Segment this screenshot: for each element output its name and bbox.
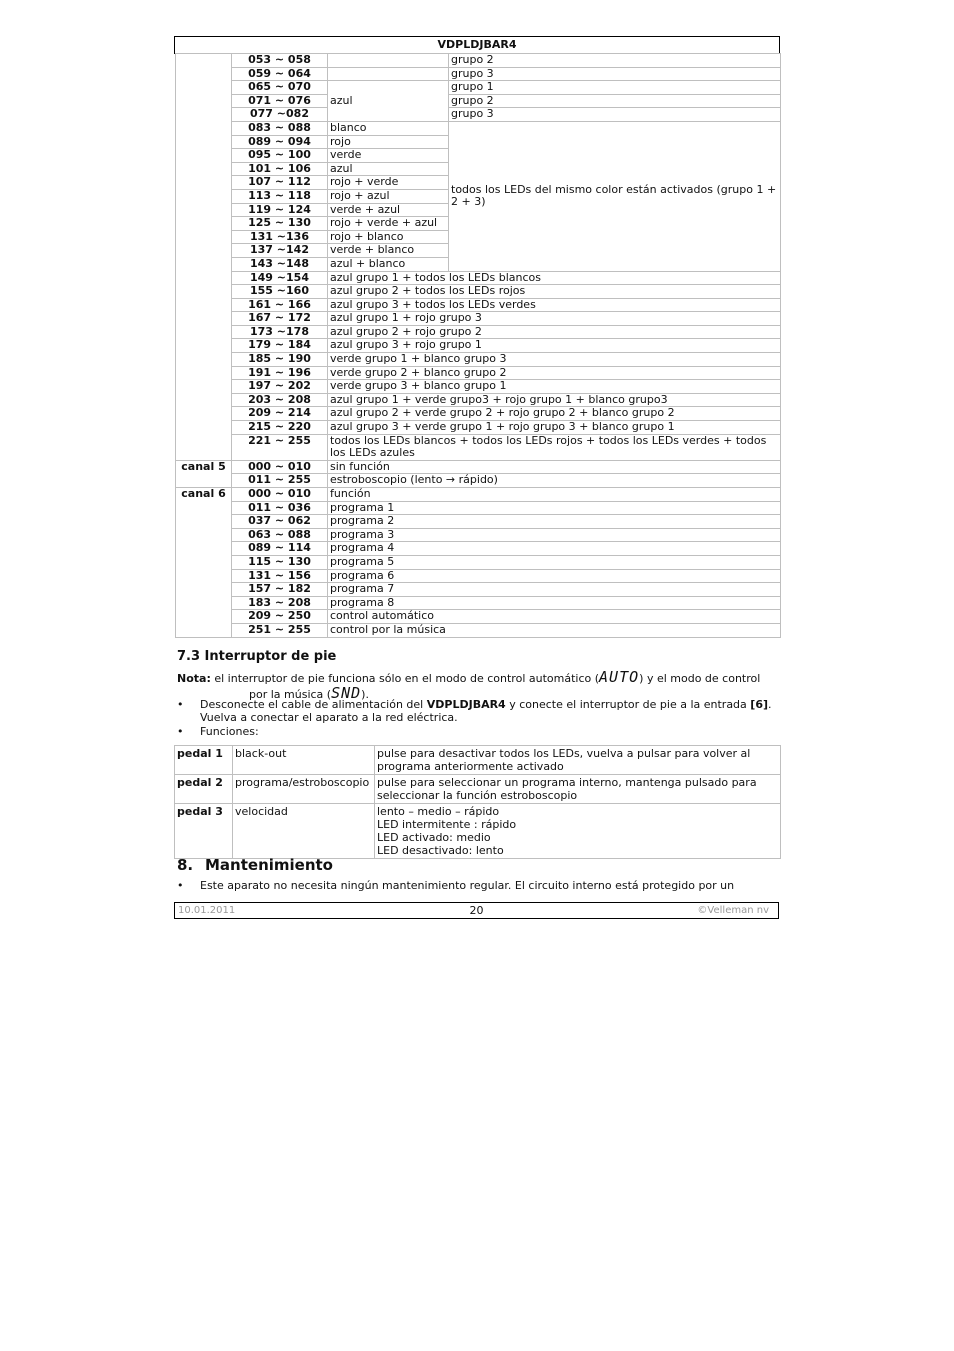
range-cell: 209 ~ 214 [232, 407, 328, 421]
table-row [176, 555, 781, 569]
range-cell: 157 ~ 182 [232, 583, 328, 597]
channel-label-empty [176, 54, 232, 461]
table-row [176, 460, 781, 474]
table-row [175, 775, 781, 804]
table-row [176, 325, 781, 339]
group-cell: grupo 2 [449, 54, 781, 68]
range-cell: 037 ~ 062 [232, 515, 328, 529]
bullet-icon: • [177, 879, 184, 892]
table-row [176, 366, 781, 380]
description-cell: verde grupo 1 + blanco grupo 3 [328, 353, 781, 367]
range-cell: 119 ~ 124 [232, 203, 328, 217]
footer-company: ©Velleman nv [697, 905, 769, 916]
range-cell: 251 ~ 255 [232, 623, 328, 637]
range-cell: 089 ~ 094 [232, 135, 328, 149]
table-row [176, 583, 781, 597]
page-footer [174, 902, 779, 919]
range-cell: 161 ~ 166 [232, 298, 328, 312]
page-number: 20 [469, 904, 484, 917]
range-cell: 143 ~148 [232, 257, 328, 271]
function-cell: rojo + blanco [328, 230, 449, 244]
table-row [176, 596, 781, 610]
description-cell: azul grupo 3 + todos los LEDs verdes [328, 298, 781, 312]
description-cell: verde grupo 2 + blanco grupo 2 [328, 366, 781, 380]
table-row [176, 353, 781, 367]
range-cell: 083 ~ 088 [232, 121, 328, 135]
description-cell: programa 8 [328, 596, 781, 610]
note-text-3: por la música ( [249, 688, 332, 701]
function-cell: rojo + verde [328, 176, 449, 190]
range-cell: 191 ~ 196 [232, 366, 328, 380]
table-row [176, 515, 781, 529]
range-cell: 203 ~ 208 [232, 393, 328, 407]
description-cell: todos los LEDs blancos + todos los LEDs rojos + todos los LEDs verdes + todos los LEDs azules [328, 434, 781, 460]
range-cell: 209 ~ 250 [232, 610, 328, 624]
section-title-text: Mantenimiento [205, 856, 333, 874]
group-cell: grupo 3 [449, 108, 781, 122]
range-cell: 167 ~ 172 [232, 312, 328, 326]
function-cell: azul [328, 81, 449, 122]
range-cell: 125 ~ 130 [232, 217, 328, 231]
bullet-icon: • [177, 725, 184, 738]
table-row [176, 542, 781, 556]
function-cell [328, 67, 449, 81]
function-cell: verde + blanco [328, 244, 449, 258]
range-cell: 107 ~ 112 [232, 176, 328, 190]
instruction-text: . Vuelva a conectar el aparato a la red eléctrica. [200, 698, 772, 724]
table-row [176, 407, 781, 421]
description-cell: azul grupo 2 + todos los LEDs rojos [328, 285, 781, 299]
description-cell: función [328, 488, 781, 502]
range-cell: 131 ~ 156 [232, 569, 328, 583]
description-cell: verde grupo 3 + blanco grupo 1 [328, 380, 781, 394]
range-cell: 137 ~142 [232, 244, 328, 258]
bullet-icon: • [177, 698, 184, 711]
range-cell: 155 ~160 [232, 285, 328, 299]
table-row [176, 380, 781, 394]
description-cell: azul grupo 2 + rojo grupo 2 [328, 325, 781, 339]
description-cell: azul grupo 3 + verde grupo 1 + rojo grupo 3 + blanco grupo 1 [328, 421, 781, 435]
description-cell: sin función [328, 460, 781, 474]
table-row [175, 804, 781, 859]
table-row [176, 528, 781, 542]
channel-label: canal 5 [176, 460, 232, 487]
table-row [176, 81, 781, 95]
description-cell: azul grupo 1 + verde grupo3 + rojo grupo 1 + blanco grupo3 [328, 393, 781, 407]
range-cell: 071 ~ 076 [232, 94, 328, 108]
function-cell: azul [328, 162, 449, 176]
range-cell: 179 ~ 184 [232, 339, 328, 353]
table-row [176, 298, 781, 312]
speed-line: LED desactivado: lento [377, 844, 504, 857]
instruction-text: Desconecte el cable de alimentación del [200, 698, 424, 711]
input-ref: [6] [750, 698, 769, 711]
range-cell: 101 ~ 106 [232, 162, 328, 176]
table-row [176, 67, 781, 81]
table-row [176, 108, 781, 122]
pedal-function: black-out [233, 746, 375, 775]
table-row [176, 94, 781, 108]
range-cell: 065 ~ 070 [232, 81, 328, 95]
pedal-name: pedal 2 [175, 775, 233, 804]
list-item [177, 725, 779, 738]
all-groups-cell: todos los LEDs del mismo color están activados (grupo 1 + 2 + 3) [449, 121, 781, 271]
function-cell [328, 54, 449, 68]
pedal-description [375, 804, 781, 859]
table-row [176, 312, 781, 326]
table-row [176, 54, 781, 68]
table-row [176, 121, 781, 135]
footer-date: 10.01.2011 [178, 905, 236, 916]
maintenance-text: Este aparato no necesita ningún mantenimiento regular. El circuito interno está protegido por un [200, 879, 735, 892]
auto-display-icon: AUTO [599, 668, 640, 686]
list-item [177, 698, 779, 724]
description-cell: programa 1 [328, 501, 781, 515]
description-cell: azul grupo 2 + verde grupo 2 + rojo grupo 2 + blanco grupo 2 [328, 407, 781, 421]
group-cell: grupo 3 [449, 67, 781, 81]
section-number: 8. [177, 856, 194, 874]
description-cell: azul grupo 1 + rojo grupo 3 [328, 312, 781, 326]
range-cell: 000 ~ 010 [232, 488, 328, 502]
section-title-foot-switch: 7.3 Interruptor de pie [177, 649, 337, 664]
table-row [176, 421, 781, 435]
range-cell: 011 ~ 036 [232, 501, 328, 515]
range-cell: 183 ~ 208 [232, 596, 328, 610]
range-cell: 131 ~136 [232, 230, 328, 244]
description-cell: programa 5 [328, 555, 781, 569]
pedal-name: pedal 3 [175, 804, 233, 859]
table-row [176, 339, 781, 353]
section-title-maintenance [177, 856, 333, 874]
function-cell: rojo [328, 135, 449, 149]
pedal-function: programa/estroboscopio [233, 775, 375, 804]
range-cell: 215 ~ 220 [232, 421, 328, 435]
group-cell: grupo 2 [449, 94, 781, 108]
function-cell: verde + azul [328, 203, 449, 217]
function-cell: rojo + verde + azul [328, 217, 449, 231]
description-cell: programa 2 [328, 515, 781, 529]
description-cell: control por la música [328, 623, 781, 637]
table-row [175, 746, 781, 775]
table-row [176, 474, 781, 488]
speed-line: lento – medio – rápido [377, 805, 500, 818]
speed-line: LED intermitente : rápido [377, 818, 517, 831]
table-row [176, 610, 781, 624]
range-cell: 173 ~178 [232, 325, 328, 339]
description-cell: programa 3 [328, 528, 781, 542]
description-cell: estroboscopio (lento → rápido) [328, 474, 781, 488]
dmx-channel-table [175, 53, 781, 638]
description-cell: programa 6 [328, 569, 781, 583]
table-row [176, 623, 781, 637]
speed-line: LED activado: medio [377, 831, 491, 844]
range-cell: 077 ~082 [232, 108, 328, 122]
range-cell: 197 ~ 202 [232, 380, 328, 394]
function-cell: blanco [328, 121, 449, 135]
range-cell: 095 ~ 100 [232, 149, 328, 163]
pedal-function: velocidad [233, 804, 375, 859]
instruction-text: Funciones: [200, 725, 259, 738]
description-cell: azul grupo 3 + rojo grupo 1 [328, 339, 781, 353]
function-cell: azul + blanco [328, 257, 449, 271]
pedal-functions-table [174, 745, 781, 859]
foot-switch-instructions [177, 698, 779, 738]
table-row [176, 271, 781, 285]
channel-label: canal 6 [176, 488, 232, 638]
table-row [176, 569, 781, 583]
range-cell: 053 ~ 058 [232, 54, 328, 68]
note-text-4: ). [361, 688, 369, 701]
table-row [176, 434, 781, 460]
range-cell: 089 ~ 114 [232, 542, 328, 556]
maintenance-paragraph [177, 879, 779, 892]
range-cell: 115 ~ 130 [232, 555, 328, 569]
pedal-name: pedal 1 [175, 746, 233, 775]
document-header-title: VDPLDJBAR4 [174, 36, 780, 54]
range-cell: 011 ~ 255 [232, 474, 328, 488]
table-row [176, 501, 781, 515]
pedal-description: pulse para seleccionar un programa interno, mantenga pulsado para seleccionar la función estroboscopio [375, 775, 781, 804]
description-cell: programa 7 [328, 583, 781, 597]
range-cell: 059 ~ 064 [232, 67, 328, 81]
range-cell: 149 ~154 [232, 271, 328, 285]
function-cell: rojo + azul [328, 189, 449, 203]
note-text-2: ) y el modo de control [639, 672, 761, 685]
range-cell: 113 ~ 118 [232, 189, 328, 203]
range-cell: 221 ~ 255 [232, 434, 328, 460]
table-row [176, 285, 781, 299]
note-label: Nota: [177, 672, 211, 685]
snd-display-icon: SND [331, 684, 362, 702]
range-cell: 000 ~ 010 [232, 460, 328, 474]
pedal-description: pulse para desactivar todos los LEDs, vuelva a pulsar para volver al programa anteriormente activado [375, 746, 781, 775]
table-row [176, 393, 781, 407]
instruction-text: y conecte el interruptor de pie a la entrada [509, 698, 747, 711]
description-cell: control automático [328, 610, 781, 624]
range-cell: 063 ~ 088 [232, 528, 328, 542]
description-cell: azul grupo 1 + todos los LEDs blancos [328, 271, 781, 285]
table-row [176, 488, 781, 502]
note-text-1: el interruptor de pie funciona sólo en el modo de control automático ( [214, 672, 600, 685]
range-cell: 185 ~ 190 [232, 353, 328, 367]
group-cell: grupo 1 [449, 81, 781, 95]
description-cell: programa 4 [328, 542, 781, 556]
model-name: VDPLDJBAR4 [426, 698, 506, 711]
function-cell: verde [328, 149, 449, 163]
